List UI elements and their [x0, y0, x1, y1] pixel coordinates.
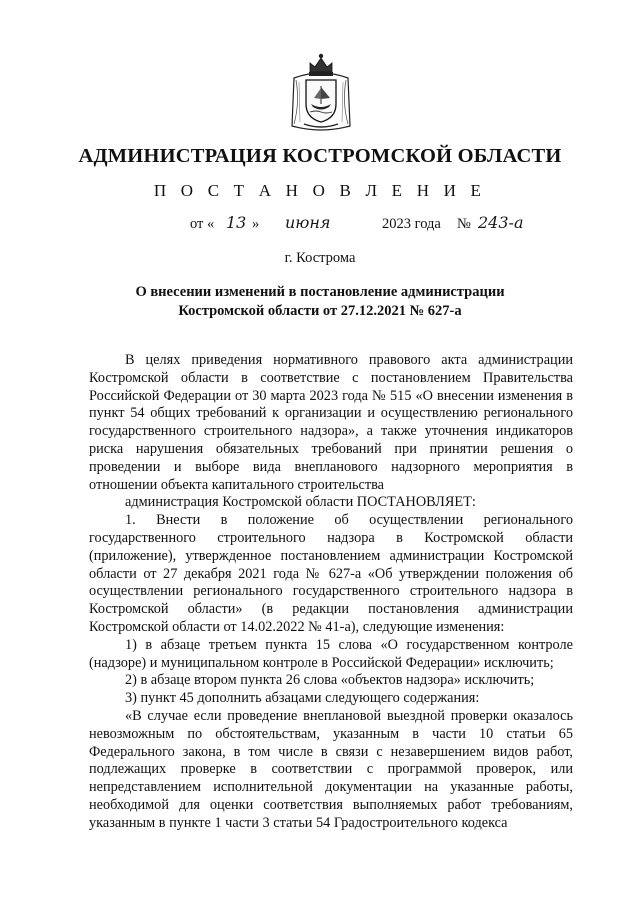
document-body: [89, 352, 573, 833]
subject-line: О внесении изменений в постановление администрации: [135, 284, 505, 300]
body-paragraph: 1. Внести в положение об осуществлении регионального государственного строительного надзора в Костромской области (приложение), утвержденное постановлением администрации Костромской области от 27 декабря 2021 года № 627-а «Об утверждении положения об осуществлении регионального государственного строительного надзора в Костромской области» (в редакции постановления администрации Костромской области от 14.02.2022 № 41-а), следующие изменения:: [89, 512, 573, 635]
date-quote-close: »: [252, 216, 260, 232]
date-prefix: от «: [190, 216, 215, 232]
number-prefix: №: [457, 216, 471, 232]
date-day-handwritten: 13: [226, 213, 247, 232]
body-paragraph: администрация Костромской области ПОСТАНОВЛЯЕТ:: [125, 494, 476, 511]
subject-line: Костромской области от 27.12.2021 № 627-а: [178, 303, 462, 319]
coat-of-arms-icon: [290, 52, 352, 134]
date-year: 2023 года: [382, 216, 441, 232]
document-number-handwritten: 243-а: [478, 213, 524, 232]
organization-title: АДМИНИСТРАЦИЯ КОСТРОМСКОЙ ОБЛАСТИ: [78, 145, 562, 167]
body-paragraph: 1) в абзаце третьем пункта 15 слова «О государственном контроле (надзоре) и муниципальном контроле в Российской Федерации» исключить;: [89, 636, 573, 671]
city: г. Кострома: [284, 250, 356, 266]
body-paragraph: 2) в абзаце втором пункта 26 слова «объектов надзора» исключить;: [125, 672, 535, 689]
body-paragraph: 3) пункт 45 дополнить абзацами следующего содержания:: [125, 690, 480, 707]
date-month-handwritten: июня: [285, 213, 331, 232]
body-paragraph: «В случае если проведение внеплановой выездной проверки оказалось невозможным по обстоятельствам, указанным в части 10 статьи 65 Федерального закона, в том числе в связи с незавершением видов работ, подлежащих проверке в соответствии с программой проверок, или непредставлением исполнительной документации на указанные работы, необходимой для оценки соответствия выполняемых работ требованиям, указанным в пункте 1 части 3 статьи 54 Градостроительного кодекса: [89, 707, 573, 831]
document-type: П О С Т А Н О В Л Е Н И Е: [153, 181, 487, 200]
body-paragraph: В целях приведения нормативного правового акта администрации Костромской области в соответствие с постановлением Правительства Российской Федерации от 30 марта 2023 года № 515 «О внесении изменения в пункт 54 общих требований к организации и осуществлению регионального государственного строительного надзора», а также уточнения индикаторов риска нарушения обязательных требований при принятии решения о проведении и выборе вида внепланового надзорного мероприятия в отношении объекта капитального строительства: [89, 352, 573, 493]
document-subject: [80, 283, 560, 321]
date-number-line: [0, 213, 640, 240]
